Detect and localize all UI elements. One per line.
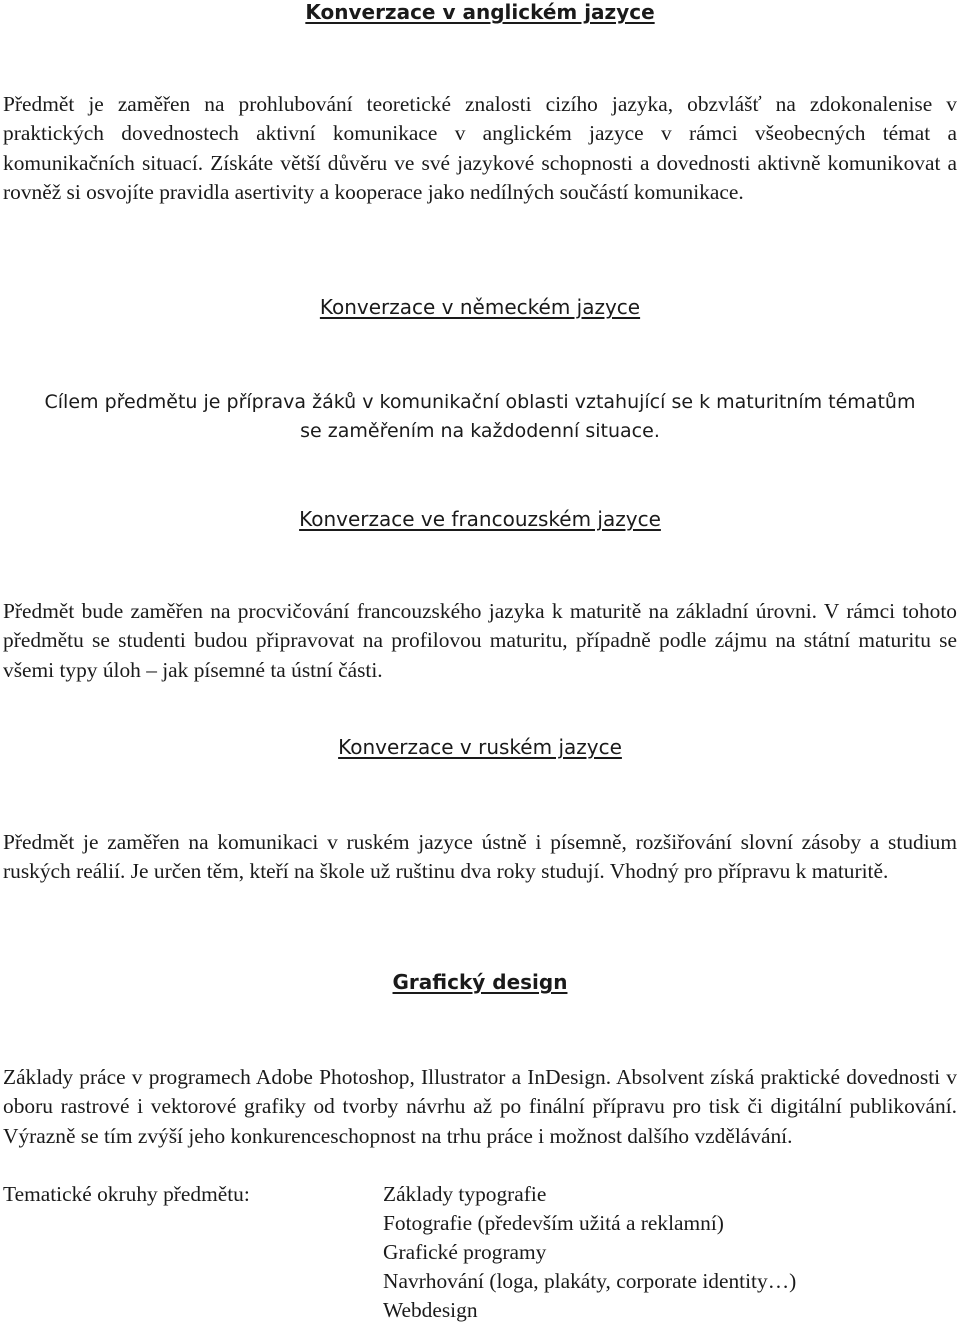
heading-russian: Konverzace v ruském jazyce: [338, 735, 622, 759]
heading-graphic-design: Grafický design: [392, 970, 568, 994]
topic-item: Webdesign: [383, 1298, 478, 1322]
paragraph-russian: Předmět je zaměřen na komunikaci v ruském jazyce ústně i písemně, rozšiřování slovní zásoby a studium ruských reálií. Je určen těm, kteří na škole už ruštinu dva roky studují. Vhodný pro přípravu k maturitě.: [3, 830, 957, 884]
paragraph-german: Cílem předmětu je příprava žáků v komunikační oblasti vztahující se k maturitním tématům se zaměřením na každodenní situace.: [44, 391, 916, 442]
paragraph-graphic-design: Základy práce v programech Adobe Photoshop, Illustrator a InDesign. Absolvent získá praktické dovednosti v oboru rastrové i vektorové grafiky od tvorby návrhu až po finální přípravu pro tisk či digitální publikování. Výrazně se tím zvýší jeho konkurenceschopnost na trhu práce i možnost dalšího vzdělávání.: [3, 1065, 957, 1148]
paragraph-english: Předmět je zaměřen na prohlubování teoretické znalosti cizího jazyka, obzvlášť na zdokonalenise v praktických dovednostech aktivní komunikace v anglickém jazyce v rámci všeobecných témat a komunikačních situací. Získáte větší důvěru ve své jazykové schopnosti a dovednosti aktivně komunikovat a rovněž si osvojíte pravidla asertivity a kooperace jako nedílných součástí komunikace.: [3, 92, 957, 204]
topic-item: Fotografie (především užitá a reklamní): [383, 1211, 724, 1235]
topic-item: Základy typografie: [383, 1182, 547, 1206]
heading-french: Konverzace ve francouzském jazyce: [299, 507, 661, 531]
topics-label: Tematické okruhy předmětu:: [3, 1182, 250, 1206]
topic-item: Navrhování (loga, plakáty, corporate identity…): [383, 1269, 797, 1293]
heading-english: Konverzace v anglickém jazyce: [305, 0, 655, 24]
paragraph-french: Předmět bude zaměřen na procvičování francouzského jazyka k maturitě na základní úrovni. V rámci tohoto předmětu se studenti budou připravovat na profilovou maturitu, případně podle zájmu na státní maturitu se všemi typy úloh – jak písemné ta ústní části.: [3, 599, 957, 682]
topic-item: Grafické programy: [383, 1240, 547, 1264]
heading-german: Konverzace v německém jazyce: [319, 295, 641, 319]
